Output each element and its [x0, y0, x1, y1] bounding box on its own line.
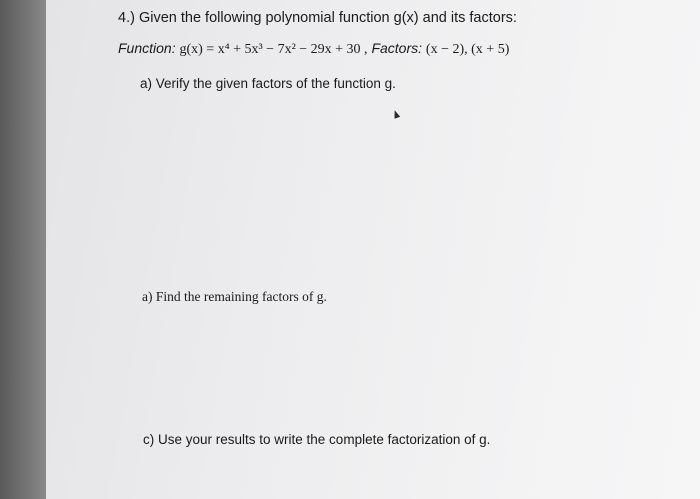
background-edge [0, 0, 46, 499]
part-a-find-factors: a) Find the remaining factors of g. [142, 289, 327, 304]
question-header: 4.) Given the following polynomial function g(x) and its factors: [118, 10, 517, 26]
factors-expression: (x − 2), (x + 5) [425, 42, 510, 57]
factors-label: Factors: [371, 40, 423, 56]
mouse-pointer-icon [392, 109, 400, 119]
part-c-factorization: c) Use your results to write the complete factorization of g. [143, 432, 491, 447]
function-expression: g(x) = x⁴ + 5x³ − 7x² − 29x + 30 , [179, 42, 368, 57]
function-line [118, 40, 509, 58]
worksheet-page [46, 0, 700, 499]
part-a-verify: a) Verify the given factors of the function g. [140, 76, 396, 91]
function-label: Function: [118, 40, 176, 56]
